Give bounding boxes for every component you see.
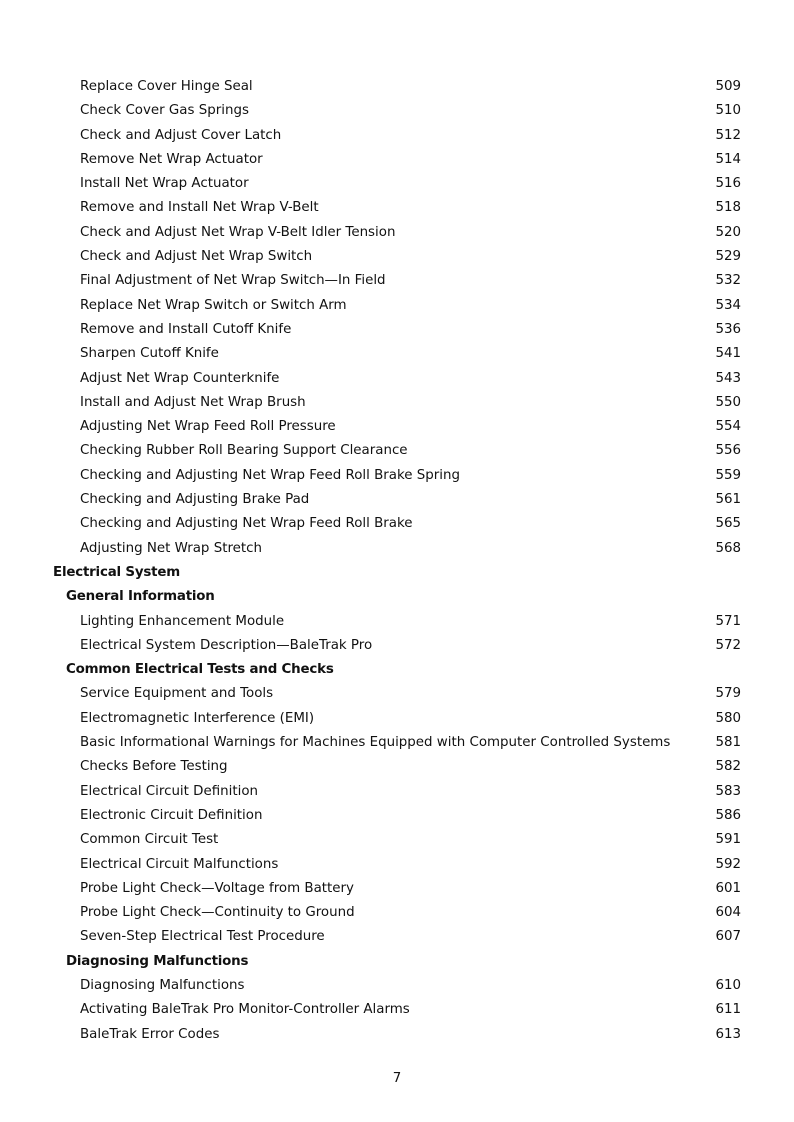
toc-entry[interactable] [0, 245, 794, 269]
toc-entry[interactable] [0, 682, 794, 706]
toc-entry[interactable] [0, 391, 794, 415]
toc-entry[interactable] [0, 367, 794, 391]
toc-entry-page-number: 571 [715, 613, 741, 629]
toc-entry-title: Remove and Install Net Wrap V-Belt [80, 200, 319, 216]
toc-entry[interactable] [0, 610, 794, 634]
toc-entry[interactable] [0, 1023, 794, 1047]
toc-entry-title: Adjusting Net Wrap Feed Roll Pressure [80, 419, 336, 435]
toc-entry-title: Probe Light Check—Continuity to Ground [80, 905, 355, 921]
toc-entry-page-number: 591 [715, 832, 741, 848]
toc-entry[interactable] [0, 828, 794, 852]
toc-entry[interactable] [0, 439, 794, 463]
toc-entry-page-number: 554 [715, 419, 741, 435]
toc-entry-title: Remove Net Wrap Actuator [80, 151, 263, 167]
toc-entry[interactable] [0, 294, 794, 318]
toc-entry-title: Checking Rubber Roll Bearing Support Clearance [80, 443, 408, 459]
toc-section-heading [0, 561, 794, 585]
toc-entry-title: Common Electrical Tests and Checks [66, 662, 334, 678]
toc-entry[interactable] [0, 318, 794, 342]
toc-entry[interactable] [0, 731, 794, 755]
toc-entry[interactable] [0, 974, 794, 998]
toc-entry[interactable] [0, 342, 794, 366]
toc-entry[interactable] [0, 804, 794, 828]
toc-entry-page-number: 536 [715, 321, 741, 337]
toc-subsection-heading [0, 585, 794, 609]
toc-entry-title: Seven-Step Electrical Test Procedure [80, 929, 325, 945]
toc-entry-title: Electrical Circuit Definition [80, 783, 259, 799]
toc-entry-title: Electrical System Description—BaleTrak Pro [80, 637, 373, 653]
toc-entry-page-number: 580 [715, 710, 741, 726]
toc-entry[interactable] [0, 464, 794, 488]
toc-entry[interactable] [0, 172, 794, 196]
toc-entry-page-number: 604 [715, 905, 741, 921]
toc-entry[interactable] [0, 75, 794, 99]
table-of-contents [0, 75, 794, 1047]
toc-entry[interactable] [0, 148, 794, 172]
toc-entry-page-number: 532 [715, 273, 741, 289]
toc-entry-title: Check and Adjust Cover Latch [80, 127, 282, 143]
toc-entry-title: Check Cover Gas Springs [80, 103, 249, 119]
toc-entry[interactable] [0, 998, 794, 1022]
toc-entry[interactable] [0, 925, 794, 949]
toc-entry-title: Adjust Net Wrap Counterknife [80, 370, 280, 386]
toc-entry-page-number: 509 [715, 79, 741, 94]
toc-entry-title: Final Adjustment of Net Wrap Switch—In Field [80, 273, 386, 289]
toc-entry-page-number: 543 [715, 370, 741, 386]
toc-entry-page-number: 610 [715, 977, 741, 993]
toc-entry[interactable] [0, 488, 794, 512]
toc-entry-title: General Information [66, 589, 215, 605]
toc-entry[interactable] [0, 853, 794, 877]
toc-entry-page-number: 568 [715, 540, 741, 556]
toc-entry[interactable] [0, 415, 794, 439]
toc-entry-page-number: 556 [715, 443, 741, 459]
toc-entry-title: Common Circuit Test [80, 832, 219, 848]
toc-entry-title: Electronic Circuit Definition [80, 807, 263, 823]
toc-entry[interactable] [0, 707, 794, 731]
toc-entry-page-number: 514 [715, 151, 741, 167]
toc-entry-page-number: 550 [715, 394, 741, 410]
toc-entry[interactable] [0, 634, 794, 658]
toc-entry-page-number: 520 [715, 224, 741, 240]
toc-entry-title: BaleTrak Error Codes [80, 1026, 220, 1042]
toc-entry-title: Electromagnetic Interference (EMI) [80, 710, 315, 726]
toc-entry-page-number: 582 [715, 759, 741, 775]
toc-entry-title: Replace Cover Hinge Seal [80, 79, 253, 94]
toc-entry-title: Basic Informational Warnings for Machines Equipped with Computer Controlled Systems [80, 735, 671, 751]
toc-entry-page-number: 601 [715, 880, 741, 896]
toc-entry-title: Electrical Circuit Malfunctions [80, 856, 279, 872]
toc-entry[interactable] [0, 124, 794, 148]
toc-entry-page-number: 559 [715, 467, 741, 483]
toc-entry-page-number: 586 [715, 807, 741, 823]
toc-entry[interactable] [0, 877, 794, 901]
toc-entry[interactable] [0, 99, 794, 123]
toc-entry[interactable] [0, 901, 794, 925]
toc-entry-page-number: 534 [715, 297, 741, 313]
toc-entry-page-number: 516 [715, 176, 741, 192]
toc-entry-title: Install Net Wrap Actuator [80, 176, 249, 192]
toc-entry-page-number: 541 [715, 346, 741, 362]
toc-entry[interactable] [0, 780, 794, 804]
toc-entry-title: Remove and Install Cutoff Knife [80, 321, 292, 337]
page-number: 7 [392, 1071, 402, 1086]
toc-entry[interactable] [0, 537, 794, 561]
toc-entry-page-number: 581 [715, 735, 741, 751]
toc-entry-page-number: 561 [715, 492, 741, 508]
toc-entry[interactable] [0, 269, 794, 293]
toc-entry[interactable] [0, 196, 794, 220]
toc-entry-page-number: 512 [715, 127, 741, 143]
toc-entry-page-number: 607 [715, 929, 741, 945]
toc-entry-page-number: 529 [715, 249, 741, 265]
toc-entry[interactable] [0, 755, 794, 779]
toc-entry-title: Check and Adjust Net Wrap Switch [80, 249, 313, 265]
toc-entry-title: Diagnosing Malfunctions [66, 953, 249, 969]
toc-entry-page-number: 613 [715, 1026, 741, 1042]
toc-entry-title: Install and Adjust Net Wrap Brush [80, 394, 306, 410]
toc-entry-page-number: 572 [715, 637, 741, 653]
toc-entry-page-number: 518 [715, 200, 741, 216]
toc-entry-title: Replace Net Wrap Switch or Switch Arm [80, 297, 347, 313]
toc-entry[interactable] [0, 221, 794, 245]
toc-entry-page-number: 611 [715, 1002, 741, 1018]
toc-entry-title: Lighting Enhancement Module [80, 613, 285, 629]
toc-entry-page-number: 579 [715, 686, 741, 702]
toc-subsection-heading [0, 658, 794, 682]
toc-entry-title: Checking and Adjusting Net Wrap Feed Roll Brake Spring [80, 467, 460, 483]
toc-entry-title: Checks Before Testing [80, 759, 228, 775]
toc-entry[interactable] [0, 512, 794, 536]
toc-entry-page-number: 510 [715, 103, 741, 119]
toc-entry-title: Adjusting Net Wrap Stretch [80, 540, 262, 556]
toc-entry-page-number: 583 [715, 783, 741, 799]
toc-entry-title: Service Equipment and Tools [80, 686, 274, 702]
toc-entry-title: Activating BaleTrak Pro Monitor-Controller Alarms [80, 1002, 410, 1018]
toc-entry-title: Checking and Adjusting Net Wrap Feed Roll Brake [80, 516, 413, 532]
toc-entry-title: Check and Adjust Net Wrap V-Belt Idler Tension [80, 224, 396, 240]
toc-entry-title: Checking and Adjusting Brake Pad [80, 492, 310, 508]
toc-entry-title: Diagnosing Malfunctions [80, 977, 245, 993]
toc-subsection-heading [0, 950, 794, 974]
toc-entry-title: Electrical System [53, 564, 180, 580]
toc-entry-title: Probe Light Check—Voltage from Battery [80, 880, 354, 896]
toc-entry-page-number: 565 [715, 516, 741, 532]
toc-entry-title: Sharpen Cutoff Knife [80, 346, 219, 362]
toc-entry-page-number: 592 [715, 856, 741, 872]
